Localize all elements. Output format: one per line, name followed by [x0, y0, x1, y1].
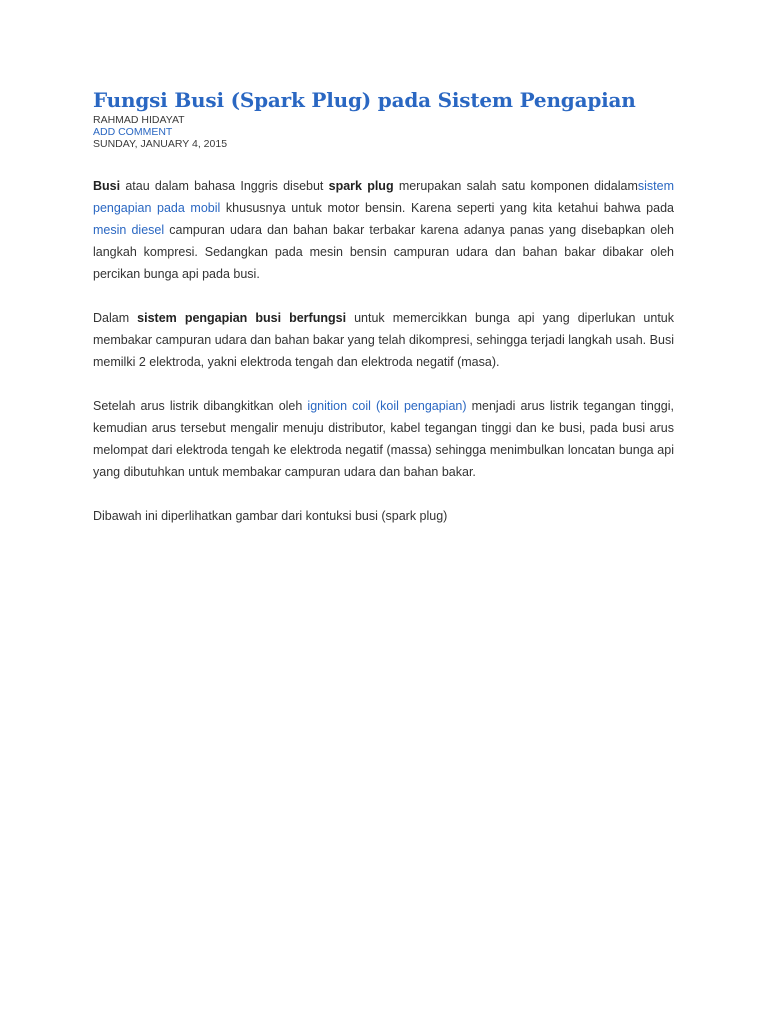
link-ignition-coil[interactable]: ignition coil (koil pengapian): [307, 399, 467, 413]
paragraph-text: atau dalam bahasa Inggris disebut: [120, 179, 329, 193]
paragraph-text: Dalam: [93, 311, 138, 325]
article: [93, 86, 674, 549]
paragraph-text: Dibawah ini diperlihatkan gambar dari kontuksi busi (spark plug): [93, 509, 448, 523]
paragraph-text: campuran udara dan bahan bakar terbakar karena adanya panas yang disebapkan oleh langkah kompresi. Sedangkan pada mesin bensin campuran udara dan bahan bakar dibakar oleh percikan bunga api pada busi.: [93, 223, 674, 281]
paragraph-text: khususnya untuk motor bensin. Karena seperti yang kita ketahui bahwa pada: [220, 201, 674, 215]
paragraph-text: menjadi arus listrik tegangan tinggi, kemudian arus tersebut mengalir menuju distributor, kabel tegangan tinggi dan ke busi, pada busi arus melompat dari elektroda tengah ke elektroda negatif (massa) sehingga menimbulkan loncatan bunga api yang dibutuhkan untuk membakar campuran udara dan bahan bakar.: [93, 399, 674, 479]
link-mesin-diesel[interactable]: mesin diesel: [93, 223, 165, 237]
paragraph-4: [93, 505, 674, 527]
post-date: SUNDAY, JANUARY 4, 2015: [93, 138, 228, 150]
paragraph-2: [93, 307, 674, 373]
paragraph-text: untuk memercikkan bunga api yang diperlukan untuk membakar campuran udara dan bahan bakar yang telah dikompresi, sehingga terjadi langkah usah. Busi memilki 2 elektroda, yakni elektroda tengah dan elektroda negatif (masa).: [93, 311, 675, 369]
link-sistem-pengapian[interactable]: sistem pengapian pada mobil: [93, 179, 675, 215]
bold-term-spark-plug: spark plug: [328, 179, 394, 193]
article-title: Fungsi Busi (Spark Plug) pada Sistem Pengapian: [93, 88, 636, 112]
add-comment-link[interactable]: ADD COMMENT: [93, 126, 173, 138]
paragraph-1: [93, 175, 674, 285]
author-name: RAHMAD HIDAYAT: [93, 114, 185, 126]
paragraph-3: [93, 395, 674, 483]
paragraph-text: merupakan salah satu komponen didalam: [393, 179, 638, 193]
bold-term-busi: Busi: [93, 179, 121, 193]
paragraph-text: Setelah arus listrik dibangkitkan oleh: [93, 399, 308, 413]
article-body: [93, 175, 674, 527]
bold-term-sistem-pengapian: sistem pengapian busi berfungsi: [137, 311, 347, 325]
